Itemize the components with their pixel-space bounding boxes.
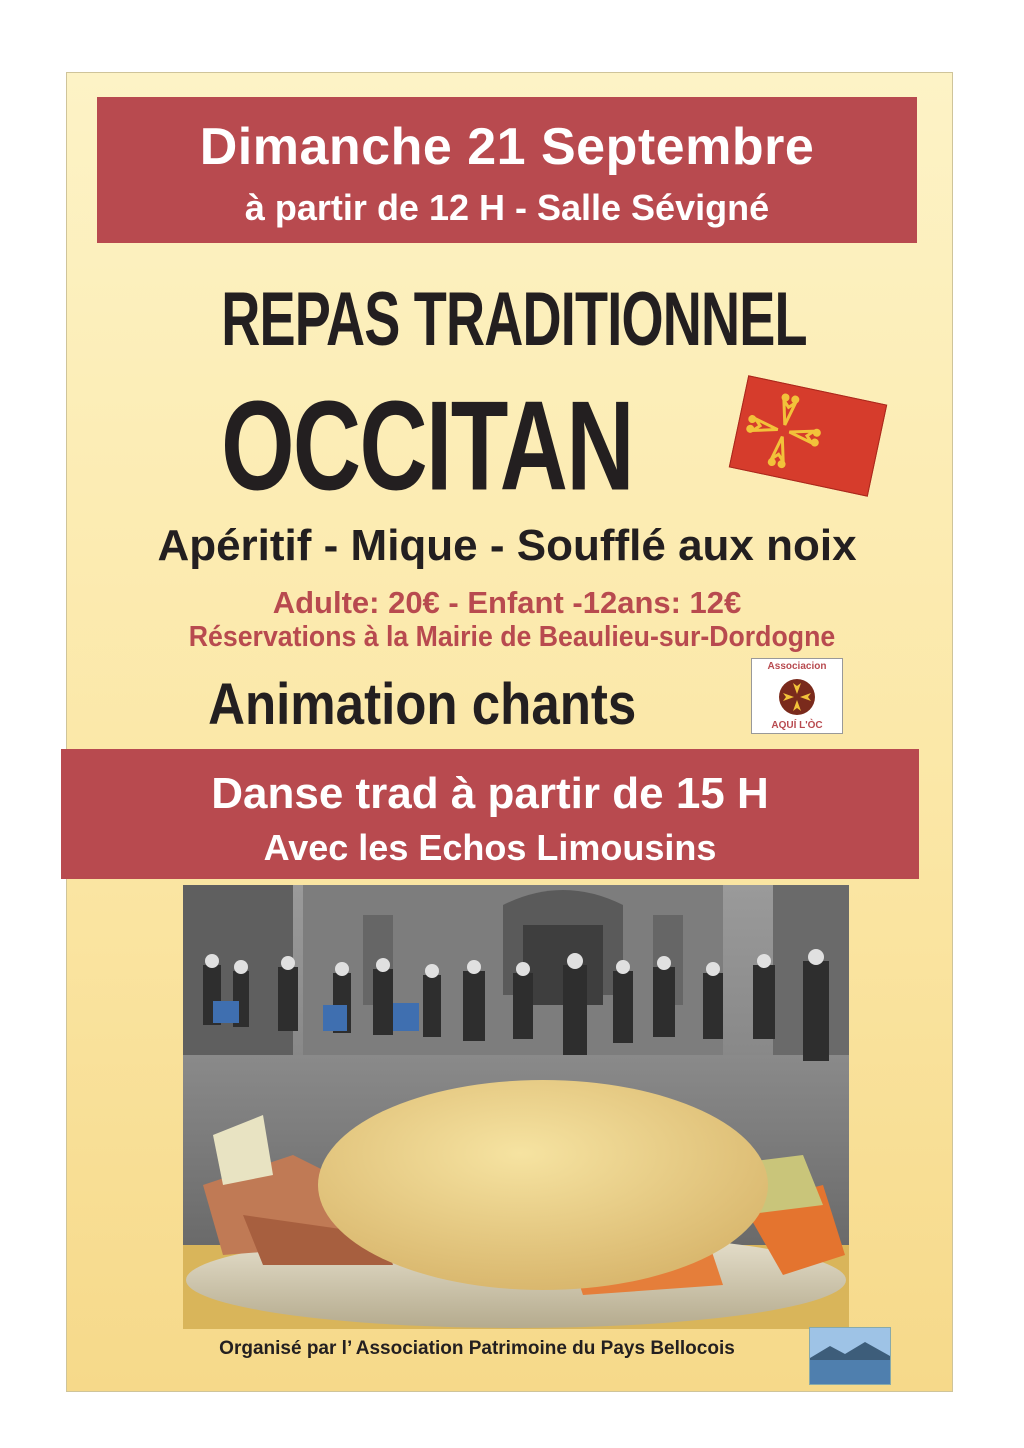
event-date: Dimanche 21 Septembre (199, 118, 815, 176)
occitan-cross-icon (730, 376, 886, 495)
landscape-logo-image (810, 1328, 890, 1384)
association-logo-top: Associacion (767, 661, 827, 672)
pricing: Adulte: 20€ - Enfant -12ans: 12€ (272, 585, 742, 620)
animation-label: Animation chants (208, 672, 637, 737)
title-line-1: REPAS TRADITIONNEL (221, 276, 807, 362)
occitan-flag-icon (729, 375, 887, 496)
association-logo-bottom: AQUÍ L'ÒC (771, 720, 823, 731)
date-banner (97, 97, 917, 243)
dance-banner (61, 749, 919, 879)
title-line-2: OCCITAN (221, 375, 633, 518)
organizer-credit: Organisé par l’ Association Patrimoine du Pays Bellocois (219, 1338, 735, 1359)
menu-items: Apéritif - Mique - Soufflé aux noix (157, 521, 857, 570)
event-photo (183, 885, 849, 1329)
reservation-info: Réservations à la Mairie de Beaulieu-sur-Dordogne (188, 621, 836, 653)
dance-time: Danse trad à partir de 15 H (211, 769, 769, 818)
event-time-place: à partir de 12 H - Salle Sévigné (244, 187, 770, 228)
dancers-and-dish-image (183, 885, 849, 1329)
association-patrimoine-logo (809, 1327, 891, 1385)
event-poster (66, 72, 953, 1392)
dance-group: Avec les Echos Limousins (263, 827, 717, 868)
association-logo (751, 658, 843, 734)
